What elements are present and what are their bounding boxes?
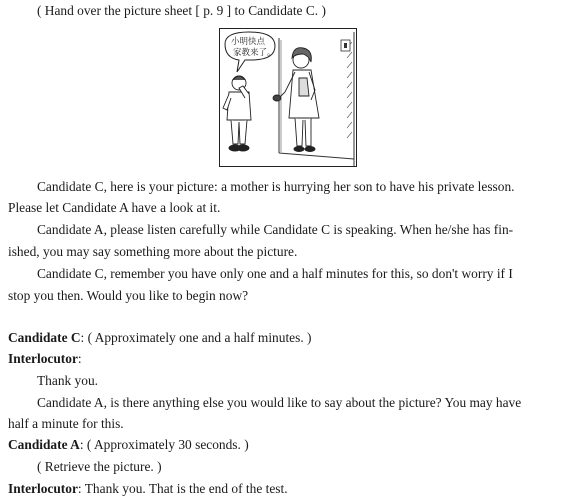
candidate-c-line <box>8 329 311 346</box>
question-line-2: half a minute for this. <box>8 416 124 431</box>
speech-text-line1: 小明快点 <box>231 37 266 47</box>
candidate-c-label: Candidate C <box>8 330 81 345</box>
retrieve-picture-line: ( Retrieve the picture. ) <box>37 459 162 474</box>
interlocutor-line-1 <box>8 350 82 367</box>
speech-text-line2: 家教来了。 <box>233 48 276 58</box>
paragraph-1-line-1: Candidate C, here is your picture: a mother is hurrying her son to have his private lesson. <box>37 179 515 194</box>
interlocutor-line-2 <box>8 480 288 497</box>
paragraph-2-line-1: Candidate A, please listen carefully while Candidate C is speaking. When he/she has fin- <box>37 222 514 237</box>
picture-illustration <box>219 28 357 167</box>
paragraph-2-line-2: ished, you may say something more about the picture. <box>8 244 298 259</box>
thank-you-line: Thank you. <box>37 373 98 388</box>
interlocutor-label-1: Interlocutor <box>8 351 78 366</box>
interlocutor-colon-1: : <box>77 351 82 366</box>
paragraph-1-line-2: Please let Candidate A have a look at it. <box>8 200 221 215</box>
question-line-1: Candidate A, is there anything else you would like to say about the picture? You may have <box>37 395 522 410</box>
interlocutor-label-2: Interlocutor <box>8 481 78 496</box>
candidate-c-text: : ( Approximately one and a half minutes. ) <box>80 330 312 345</box>
paragraph-3-line-2: stop you then. Would you like to begin now? <box>8 288 249 303</box>
instruction-hand-over: ( Hand over the picture sheet [ p. 9 ] to Candidate C. ) <box>37 3 326 18</box>
candidate-a-line <box>8 436 249 453</box>
candidate-a-text: : ( Approximately 30 seconds. ) <box>79 437 249 452</box>
interlocutor-text-2: : Thank you. That is the end of the test. <box>77 481 288 496</box>
candidate-a-label: Candidate A <box>8 437 80 452</box>
paragraph-3-line-1: Candidate C, remember you have only one and a half minutes for this, so don't worry if I <box>37 266 513 281</box>
